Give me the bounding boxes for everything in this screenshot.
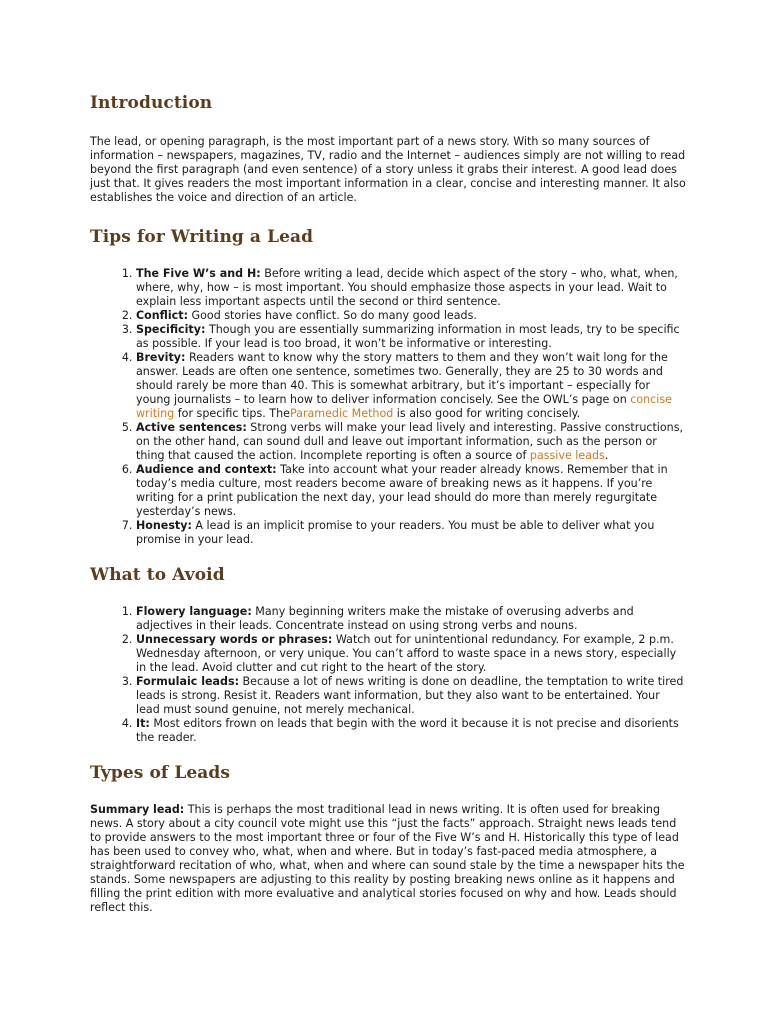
summary-lead-text: This is perhaps the most traditional lead in news writing. It is often used for breaking news. A story about a city council vote might use this “just the facts” approach. Straight news leads tend to provide answers to the most important three or four of the Five W’s and H. Historically this type of lead has been used to convey who, what, when and where. But in today’s fast-paced media atmosphere, a straightforward recitation of who, what, when and where can sound stale by the time a newspaper hits the stands. Some newspapers are adjusting to this reality by posting breaking news online as it happens and filling the print edition with more evaluative and analytical stories focused on why and how. Leads should reflect this. xyxy=(90,803,685,914)
item-text: Readers want to know why the story matters to them and they won’t wait long for the answer. Leads are often one sentence, sometimes two. Generally, they are 25 to 30 words and should rarely be more than 40. This is somewhat arbitrary, but it’s important – especially for young journalists – to learn how to deliver information concisely. See the OWL’s page on xyxy=(136,351,668,406)
list-item xyxy=(136,267,686,309)
concise-writing-link[interactable]: concise writing xyxy=(136,393,672,420)
tips-list xyxy=(90,267,686,547)
item-text: Strong verbs will make your lead lively and interesting. Passive constructions, on the other hand, can sound dull and leave out important information, such as the person or thing that caused the action. Incomplete reporting is often a source of xyxy=(136,421,684,462)
list-item xyxy=(136,463,686,519)
list-item xyxy=(136,323,686,351)
item-text: Many beginning writers make the mistake of overusing adverbs and adjectives in their leads. Concentrate instead on using strong verbs and nouns. xyxy=(136,605,634,632)
item-text: Though you are essentially summarizing information in most leads, try to be specific as possible. If your lead is too broad, it won’t be informative or interesting. xyxy=(136,323,680,350)
intro-paragraph: The lead, or opening paragraph, is the most important part of a news story. With so many sources of information – newspapers, magazines, TV, radio and the Internet – audiences simply are not willing to read beyond the first paragraph (and even sentence) of a story unless it grabs their interest. A good lead does just that. It gives readers the most important information in a clear, concise and interesting manner. It also establishes the voice and direction of an article. xyxy=(90,135,686,204)
heading-types-of-leads: Types of Leads xyxy=(90,763,231,783)
list-item xyxy=(136,309,686,323)
item-text: . xyxy=(604,449,609,462)
item-text: Watch out for unintentional redundancy. For example, 2 p.m. Wednesday afternoon, or very unique. You can’t afford to waste space in a news story, especially in the lead. Avoid clutter and cut right to the heart of the story. xyxy=(136,633,677,674)
avoid-list xyxy=(90,605,686,745)
heading-what-to-avoid: What to Avoid xyxy=(90,565,225,585)
list-item xyxy=(136,675,686,717)
item-text: Good stories have conflict. So do many good leads. xyxy=(188,309,477,322)
item-title: Conflict: xyxy=(136,309,189,322)
item-title: Flowery language: xyxy=(136,605,252,618)
list-item xyxy=(136,605,686,633)
item-text: Take into account what your reader already knows. Remember that in today’s media culture, most readers become aware of breaking news as it happens. If you’re writing for a print publication the next day, your lead should do more than merely regurgitate yesterday’s news. xyxy=(136,463,668,518)
list-item xyxy=(136,519,686,547)
list-item xyxy=(136,633,686,675)
item-title: Honesty: xyxy=(136,519,192,532)
item-text: is also good for writing concisely. xyxy=(393,407,581,420)
paramedic-method-link[interactable]: Paramedic Method xyxy=(289,407,394,420)
heading-tips: Tips for Writing a Lead xyxy=(90,227,314,247)
item-text: Most editors frown on leads that begin with the word it because it is not precise and disorients the reader. xyxy=(136,717,679,744)
list-item xyxy=(136,421,686,463)
item-text: for specific tips. The xyxy=(174,407,290,420)
item-title: Audience and context: xyxy=(136,463,277,476)
item-title: Specificity: xyxy=(136,323,206,336)
item-title: It: xyxy=(136,717,150,730)
list-item xyxy=(136,717,686,745)
item-text: Because a lot of news writing is done on deadline, the temptation to write tired leads is strong. Resist it. Readers want information, but they also want to be entertained. Your lead must sound genuine, not merely mechanical. xyxy=(136,675,684,716)
article xyxy=(90,89,686,915)
item-title: Brevity: xyxy=(136,351,186,364)
item-title: The Five W’s and H: xyxy=(136,267,261,280)
list-item xyxy=(136,351,686,421)
item-text: Before writing a lead, decide which aspect of the story – who, what, when, where, why, how – is most important. You should emphasize those aspects in your lead. Wait to explain less important aspects until the second or third sentence. xyxy=(136,267,678,308)
item-text: A lead is an implicit promise to your readers. You must be able to deliver what you promise in your lead. xyxy=(136,519,655,546)
item-title: Formulaic leads: xyxy=(136,675,240,688)
heading-introduction: Introduction xyxy=(90,93,213,113)
summary-lead-paragraph xyxy=(90,803,686,915)
summary-lead-title: Summary lead: xyxy=(90,803,185,816)
item-title: Active sentences: xyxy=(136,421,247,434)
passive-leads-link[interactable]: passive leads xyxy=(529,449,605,462)
item-title: Unnecessary words or phrases: xyxy=(136,633,333,646)
